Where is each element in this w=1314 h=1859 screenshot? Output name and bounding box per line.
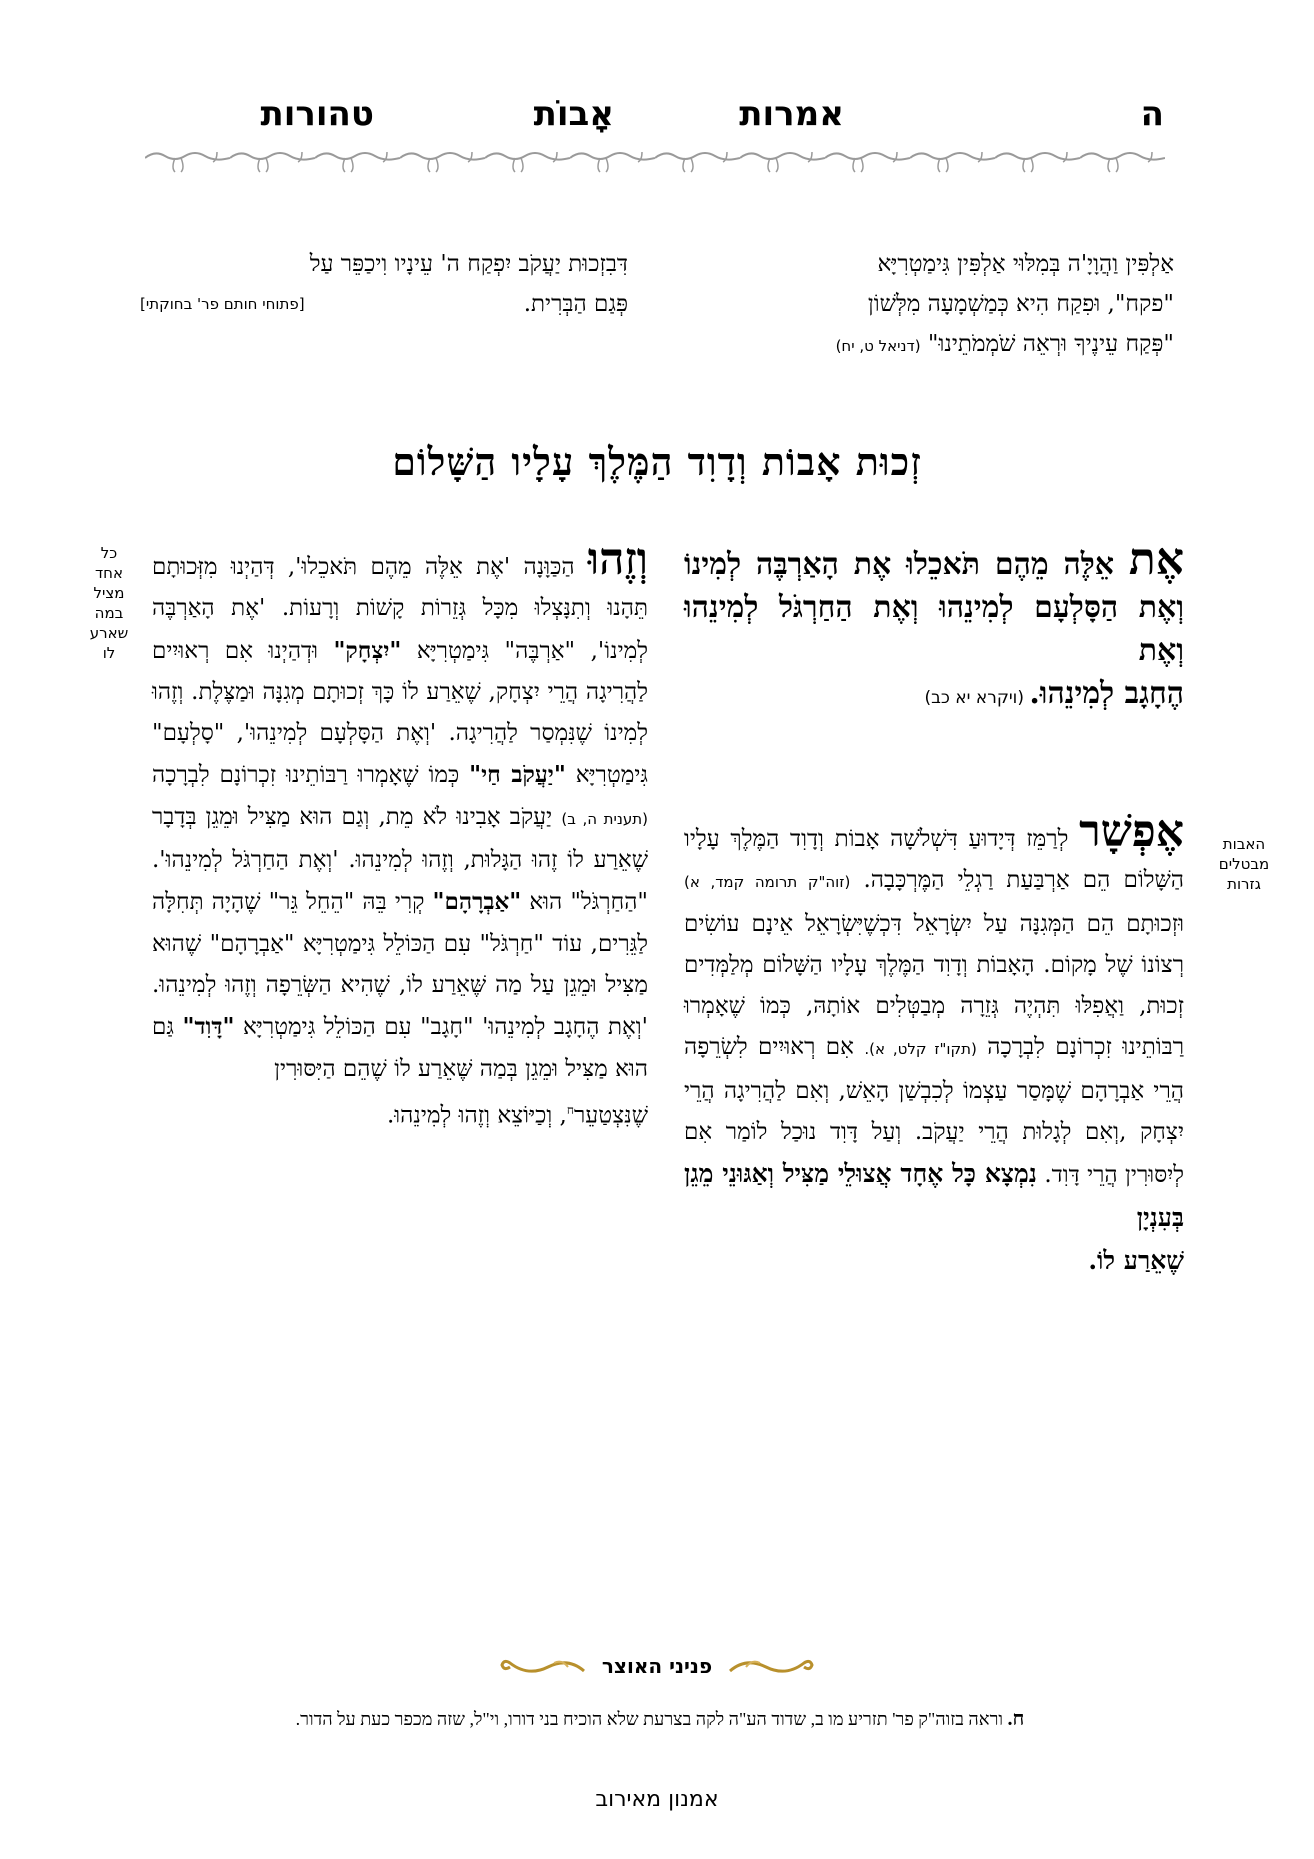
intro-line: "פְּקַח עֵינֶיךָ וּרְאֵה שֹׁמְמֹתֵינוּ" (דניאל ט, יח) — [835, 331, 1174, 357]
margin-note-left: כל אחד מציל במה שארע לו — [89, 544, 129, 662]
intro-line: פְּגַם הַבְּרִית. [פתוחי חותם פר' בחוקתי] — [140, 284, 628, 324]
intro-line: "פקח", וּפִקַח הִיא כְּמַשְׁמָעָה מִלְּשׁוֹן — [867, 291, 1174, 317]
source-citation: (זוה"ק תרומה קמד, א) — [684, 873, 851, 892]
source-citation: (תקו"ז קלט, א). — [864, 1040, 977, 1059]
paragraph-lead-word: וְזֶהוּ — [587, 534, 649, 585]
paragraph-lead-word: אֶפְשָׁר — [1079, 806, 1185, 857]
source-citation: (ויקרא יא כב) — [924, 688, 1024, 708]
verse-lead-word: אֶת — [1128, 534, 1184, 585]
intro-line: אַלְפִּין וַהֲוָיָ'ה בְּמִלּוּי אַלְפִּין גִּימַטְרִיָּא — [877, 251, 1174, 277]
gold-flourish-icon — [726, 1653, 816, 1679]
author-name: אמנון מאירוב — [595, 1787, 719, 1812]
margin-note-right: האבות מבטלים גזרות — [1218, 835, 1270, 893]
gematria-highlight: "דָּוִד" — [182, 1013, 235, 1041]
verse-last-line: הֶחָגָב לְמִינֵהוּ. (ויקרא יא כב) — [924, 676, 1184, 711]
page-number: ה — [1140, 94, 1164, 134]
gematria-highlight: "יִצְחָק" — [333, 636, 402, 664]
closing-line: שֶׁנִּצְטַעֵר$^ח$, וְכַיּוֹצֵא וְזֶהוּ לְמִינֵהוּ. — [386, 1102, 648, 1129]
pninei-title: פניני האוצר — [601, 1654, 713, 1678]
gematria-highlight: "יַעֲקֹב חַי" — [469, 761, 566, 789]
verse-text: אֵלֶּה מֵהֶם תֹּאכֵלוּ אֶת הָאַרְבֶּה לְמִינוֹ וְאֶת הַסָּלְעָם לְמִינֵהוּ וְאֶת הַחַרְגֹּל לְמִינֵהוּ וְאֶת — [684, 547, 1184, 668]
running-title-1: אמרות — [739, 94, 844, 134]
intro-line: דִּבִזְכוּת יַעֲקֹב יִפְקַח ה' עֵינָיו וִיכַפֵּר עַל — [309, 251, 628, 277]
running-title-2: אָבוֹת — [533, 94, 614, 134]
running-title-3: טהורות — [260, 94, 374, 134]
footnote-text: וראה בזוה"ק פר' תזריע מו ב, שדוד הע"ה לקה בצרעת שלא הוכיח בני דורו, וי"ל, שזה מכפר כעת על הדור. — [295, 1709, 1004, 1729]
right-column-body: אֶפְשָׁר לְרַמֵּז דְּיָדוּעַ דִּשְׁלֹשָׁה אָבוֹת וְדָוִד הַמֶּלֶךְ עָלָיו הַשָּׁלוֹם הֵם אַרְבַּעַת רַגְלֵי הַמֶּרְכָּבָה. (זוה"ק תרומה קמד, א) וּזְכוּתָם הֵם הַמְּגִנָּה עַל יִשְׂרָאֵל דִּכְשֶׁיִּשְׂרָאֵל אֵינָם עוֹשִׂים רְצוֹנוֹ שֶׁל מָקוֹם. הָאָבוֹת וְדָוִד הַמֶּלֶךְ עָלָיו הַשָּׁלוֹם מְלַמְּדִים זְכוּת, וַאֲפִלּוּ תִּהְיֶה גְּזֵרָה מְבַטְּלִים אוֹתָהּ, כְּמוֹ שֶׁאָמְרוּ רַבּוֹתֵינוּ זִכְרוֹנָם לִבְרָכָה (תקו"ז קלט, א). אִם רְאוּיִים לִשְׂרֵפָה הֲרֵי אַבְרָהָם שֶׁמָּסַר עַצְמוֹ לְכִבְשַׁן הָאֵשׁ, וְאִם לַהֲרִיגָה הֲרֵי יִצְחָק ,וְאִם לְגָלוּת הֲרֵי יַעֲקֹב. וְעַל דָּוִד נוּכַל לוֹמַר אִם לְיִסּוּרִין הֲרֵי דָּוִד. נִמְצָא כָּל אֶחָד אֲצוּלֵי מַצִּיל וְאַגּוּנֵי מֵגֵן בְּעִנְיָן שֶׁאֵרַע לוֹ. — [684, 812, 1184, 1281]
gematria-highlight: "אַבְרָהָם" — [432, 888, 522, 916]
source-citation: (תענית ה, ב) — [561, 809, 648, 828]
pninei-header — [0, 1646, 1314, 1686]
footnote — [60, 1705, 1260, 1733]
intro-right-column — [674, 244, 1174, 366]
source-citation: (דניאל ט, יח) — [835, 337, 921, 355]
conclusion-text: נִמְצָא כָּל אֶחָד אֲצוּלֵי מַצִּיל וְאַגּוּנֵי מֵגֵן בְּעִנְיָן — [684, 1159, 1184, 1232]
ornamental-divider — [145, 148, 1165, 174]
conclusion-end: שֶׁאֵרַע לוֹ. — [1088, 1245, 1184, 1275]
left-column-body: וְזֶהוּ הַכַּוָּנָה 'אֶת אֵלֶּה מֵהֶם תֹּאכֵלוּ', דְּהַיְנוּ מִזְּכוּתָם תֵּהָנוּ וְתִנָּצְלוּ מִכָּל גְּזֵרוֹת קָשׁוֹת וְרָעוֹת. 'אֶת הָאַרְבֶּה לְמִינוֹ', "אַרְבֶּה" גִּימַטְרִיָּא "יִצְחָק" וּדְהַיְנוּ אִם רְאוּיִים לַהֲרִיגָה הֲרֵי יִצְחָק, שֶׁאֵרַע לוֹ כָּךְ זְכוּתָם מְגִנָּה וּמַצֶּלֶת. וְזֶהוּ לְמִינוֹ שֶׁנִּמְסַר לַהֲרִיגָה. 'וְאֶת הַסָּלְעָם לְמִינֵהוּ', "סָלְעָם" גִּימַטְרִיָּא "יַעֲקֹב חַי" כְּמוֹ שֶׁאָמְרוּ רַבּוֹתֵינוּ זִכְרוֹנָם לִבְרָכָה (תענית ה, ב) יַעֲקֹב אָבִינוּ לֹא מֵת, וְגַם הוּא מַצִּיל וּמֵגֵן בְּדָבָר שֶׁאֵרַע לוֹ זֶהוּ הַגָּלוּת, וְזֶהוּ לְמִינֵהוּ. 'וְאֶת הַחַרְגֹּל לְמִינֵהוּ'. "הַחַרְגֹּל" הוּא "אַבְרָהָם" קְרִי בֵּהּ "הֵחֵל גֵּר" שֶׁהָיָה תְּחִלָּה לַגֵּרִים, עוֹד "חַרְגֹּל" עִם הַכּוֹלֵל גִּימַטְרִיָּא "אַבְרָהָם" שֶׁהוּא מַצִּיל וּמֵגֵן עַל מַה שֶּׁאֵרַע לוֹ, שֶׁהִיא הַשְּׂרֵפָה וְזֶהוּ לְמִינֵהוּ. 'וְאֶת הֶחָגָב לְמִינֵהוּ' "חָגָב" עִם הַכּוֹלֵל גִּימַטְרִיָּא "דָּוִד" גַּם הוּא מַצִּיל וּמֵגֵן בְּמַה שֶּׁאֵרַע לוֹ שֶׁהֵם הַיִּסּוּרִין שֶׁנִּצְטַעֵר$^ח$, וְכַיּוֹצֵא וְזֶהוּ לְמִינֵהוּ. — [152, 540, 648, 1137]
gold-flourish-icon — [498, 1653, 588, 1679]
intro-left-column — [140, 244, 628, 324]
verse-block — [684, 534, 1184, 720]
source-citation: [פתוחי חותם פר' בחוקתי] — [140, 295, 305, 313]
section-title: זְכוּת אָבוֹת וְדָוִד הַמֶּלֶךְ עָלָיו הַשָּׁלוֹם — [392, 439, 922, 484]
footnote-mark: ח. — [1007, 1708, 1025, 1730]
footnote-ref[interactable]: ח — [566, 1102, 574, 1117]
